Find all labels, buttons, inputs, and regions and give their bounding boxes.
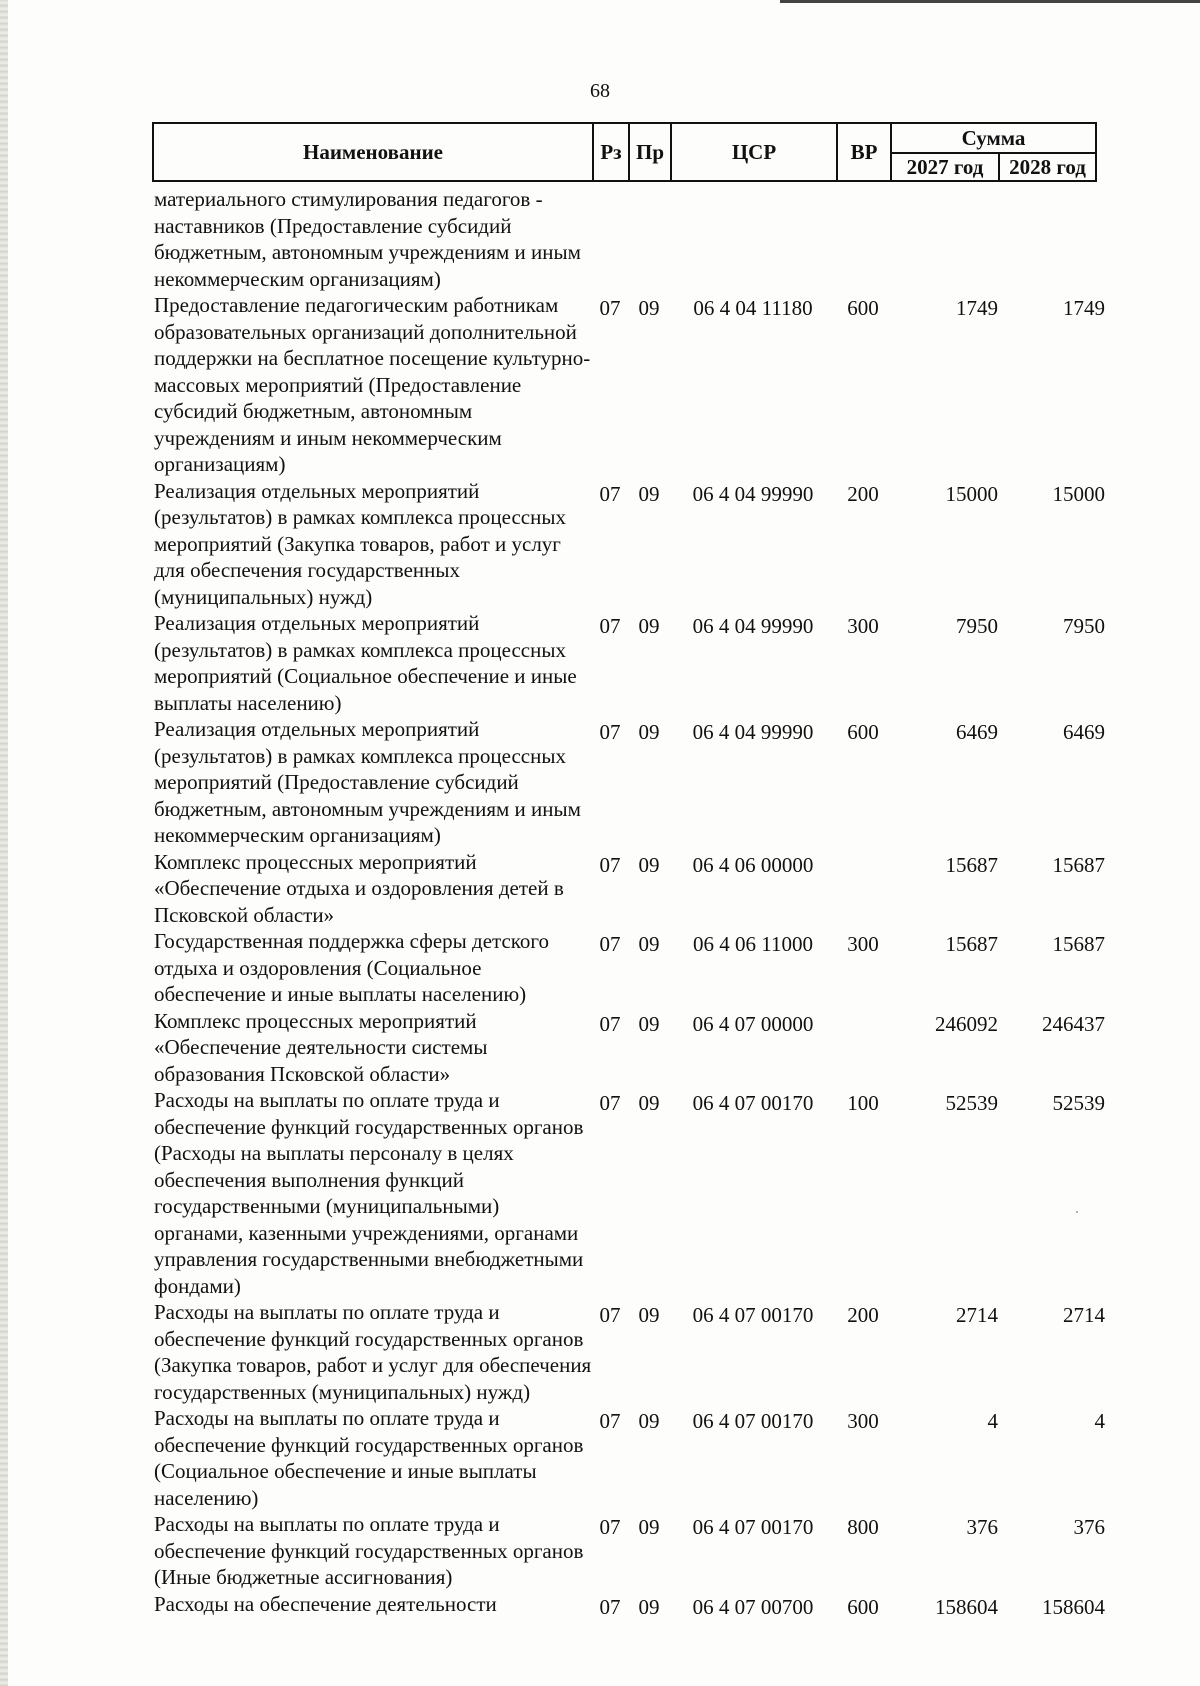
row-vr: 300 [847,614,879,638]
row-csr: 06 4 07 00700 [692,1594,814,1619]
row-vr: 200 [847,481,879,506]
row-sum-2027: 15687 [945,932,998,956]
row-rz: 07 [599,481,621,506]
row-vr: 600 [847,1594,879,1619]
row-rz: 07 [599,614,621,638]
row-sum-2027: 4 [987,1409,998,1433]
row-name: Предоставление педагогическим работникам образовательных организаций дополнительной поддержки на бесплатное посещение культурно-массовых мероприятий (Предоставление субсидий бюджетным, автономным учреждениям и иным некоммерческим организациям) [154,293,591,476]
header-vr: ВР [837,123,891,181]
row-name: Расходы на выплаты по оплате труда и обеспечение функций государственных органов (Социальное обеспечение и иные выплаты населению) [154,1406,584,1510]
table-row [152,1591,1107,1621]
row-name: Реализация отдельных мероприятий (результатов) в рамках комплекса процессных мероприятий (Закупка товаров, работ и услуг для обеспечения государственных (муниципальных) нужд) [154,478,566,609]
table-row [152,478,1107,611]
table-row [152,292,1107,478]
row-sum-2028: 52539 [1052,1091,1105,1115]
row-name: Расходы на выплаты по оплате труда и обеспечение функций государственных органов (Расходы на выплаты персоналу в целях обеспечения выполнения функций государственными (муниципальными) органами, казенными учреждениями, органами управления государственными внебюджетными фондами) [154,1088,584,1298]
row-sum-2028: 6469 [1063,720,1105,744]
row-sum-2027: 52539 [945,1091,998,1115]
budget-table [152,186,1107,1620]
row-vr: 800 [847,1515,879,1539]
table-header [152,122,1097,182]
row-sum-2028: 246437 [1042,1011,1105,1036]
page-number: 68 [590,80,610,102]
row-rz: 07 [599,1409,621,1433]
row-sum-2028: 15000 [1052,481,1105,506]
row-name: Комплекс процессных мероприятий «Обеспечение отдыха и оздоровления детей в Псковской области» [154,849,564,927]
row-csr: 06 4 06 11000 [693,932,813,956]
table-row [152,1087,1107,1299]
table-row [152,716,1107,849]
row-sum-2027: 15000 [945,481,998,506]
row-name: материального стимулирования педагогов - наставников (Предоставление субсидий бюджетным, автономным учреждениям и иным некоммерческим организациям) [154,187,581,291]
row-sum-2027: 6469 [956,720,998,744]
row-pr: 09 [638,1091,660,1115]
row-rz: 07 [599,296,621,320]
row-sum-2027: 1749 [956,296,998,320]
row-rz: 07 [599,720,621,744]
row-sum-2028: 2714 [1063,1303,1105,1327]
row-vr [836,849,890,929]
row-name: Реализация отдельных мероприятий (результатов) в рамках комплекса процессных мероприятий (Предоставление субсидий бюджетным, автономным учреждениям и иным некоммерческим организациям) [154,717,581,847]
row-sum-2027: 246092 [935,1011,998,1036]
row-sum-2028: 15687 [1052,932,1105,956]
row-sum-2028: 7950 [1063,614,1105,638]
row-csr: 06 4 04 99990 [692,481,814,506]
row-rz: 07 [599,852,621,877]
row-pr: 09 [638,1594,660,1619]
header-year-2027: 2027 год [891,153,999,181]
row-sum-2028 [1008,186,1107,292]
row-sum-2028: 4 [1094,1409,1105,1433]
row-vr: 200 [847,1303,879,1327]
row-name: Государственная поддержка сферы детского отдыха и оздоровления (Социальное обеспечение и иные выплаты населению) [154,929,550,1006]
row-rz: 07 [599,1091,621,1115]
row-sum-2027: 15687 [945,852,998,877]
row-csr: 06 4 07 00170 [692,1303,814,1327]
header-csr: ЦСР [671,123,837,181]
table-row [152,928,1107,1008]
row-sum-2027: 158604 [935,1594,998,1619]
row-pr: 09 [638,852,660,877]
row-rz [592,186,628,292]
row-rz: 07 [599,1011,621,1036]
row-csr: 06 4 07 00000 [692,1011,814,1036]
row-vr: 300 [847,932,879,956]
row-pr: 09 [638,932,660,956]
header-year-2028: 2028 год [999,153,1096,181]
header-sum: Сумма [891,123,1096,153]
header-pr: Пр [629,123,671,181]
row-csr: 06 4 04 99990 [692,720,814,744]
row-pr: 09 [638,1303,660,1327]
row-sum-2027: 2714 [956,1303,998,1327]
table-row [152,1511,1107,1591]
row-rz: 07 [599,932,621,956]
row-csr: 06 4 07 00170 [692,1409,814,1433]
row-csr: 06 4 06 00000 [692,852,814,877]
row-name: Расходы на выплаты по оплате труда и обеспечение функций государственных органов (Иные бюджетные ассигнования) [154,1512,584,1589]
row-csr: 06 4 07 00170 [692,1515,814,1539]
row-pr: 09 [638,1409,660,1433]
row-name: Реализация отдельных мероприятий (результатов) в рамках комплекса процессных мероприятий (Социальное обеспечение и иные выплаты населению) [154,611,577,715]
row-pr: 09 [638,481,660,506]
table-row [152,1405,1107,1511]
row-vr: 600 [847,296,879,320]
row-pr: 09 [638,720,660,744]
row-sum-2028: 1749 [1063,296,1105,320]
row-vr: 300 [847,1409,879,1433]
row-sum-2027 [890,186,1008,292]
row-vr [836,186,890,292]
scan-edge [780,0,1200,3]
table-row [152,186,1107,292]
row-csr: 06 4 07 00170 [692,1091,814,1115]
row-sum-2028: 376 [1073,1515,1105,1539]
row-name: Расходы на обеспечение деятельности [154,1591,497,1616]
row-vr: 100 [847,1091,879,1115]
row-pr: 09 [638,1515,660,1539]
row-sum-2027: 7950 [956,614,998,638]
row-pr: 09 [638,296,660,320]
table-row [152,1299,1107,1405]
header-rz: Рз [593,123,629,181]
row-vr: 600 [847,720,879,744]
table-row [152,849,1107,929]
row-sum-2028: 15687 [1052,852,1105,877]
table-row [152,1008,1107,1088]
row-sum-2028: 158604 [1042,1594,1105,1619]
row-pr [628,186,670,292]
row-pr: 09 [638,1011,660,1036]
row-pr: 09 [638,614,660,638]
scan-edge [0,0,8,1686]
row-name: Расходы на выплаты по оплате труда и обеспечение функций государственных органов (Закупка товаров, работ и услуг для обеспечения государственных (муниципальных) нужд) [154,1300,592,1404]
scan-speck [1076,1211,1078,1213]
row-rz: 07 [599,1515,621,1539]
row-csr: 06 4 04 99990 [692,614,814,638]
header-name: Наименование [153,123,593,181]
row-csr [670,186,836,292]
row-sum-2027: 376 [966,1515,998,1539]
row-vr [836,1008,890,1088]
row-name: Комплекс процессных мероприятий «Обеспечение деятельности системы образования Псковской области» [154,1008,488,1086]
row-rz: 07 [599,1594,621,1619]
row-csr: 06 4 04 11180 [693,296,813,320]
table-row [152,610,1107,716]
row-rz: 07 [599,1303,621,1327]
